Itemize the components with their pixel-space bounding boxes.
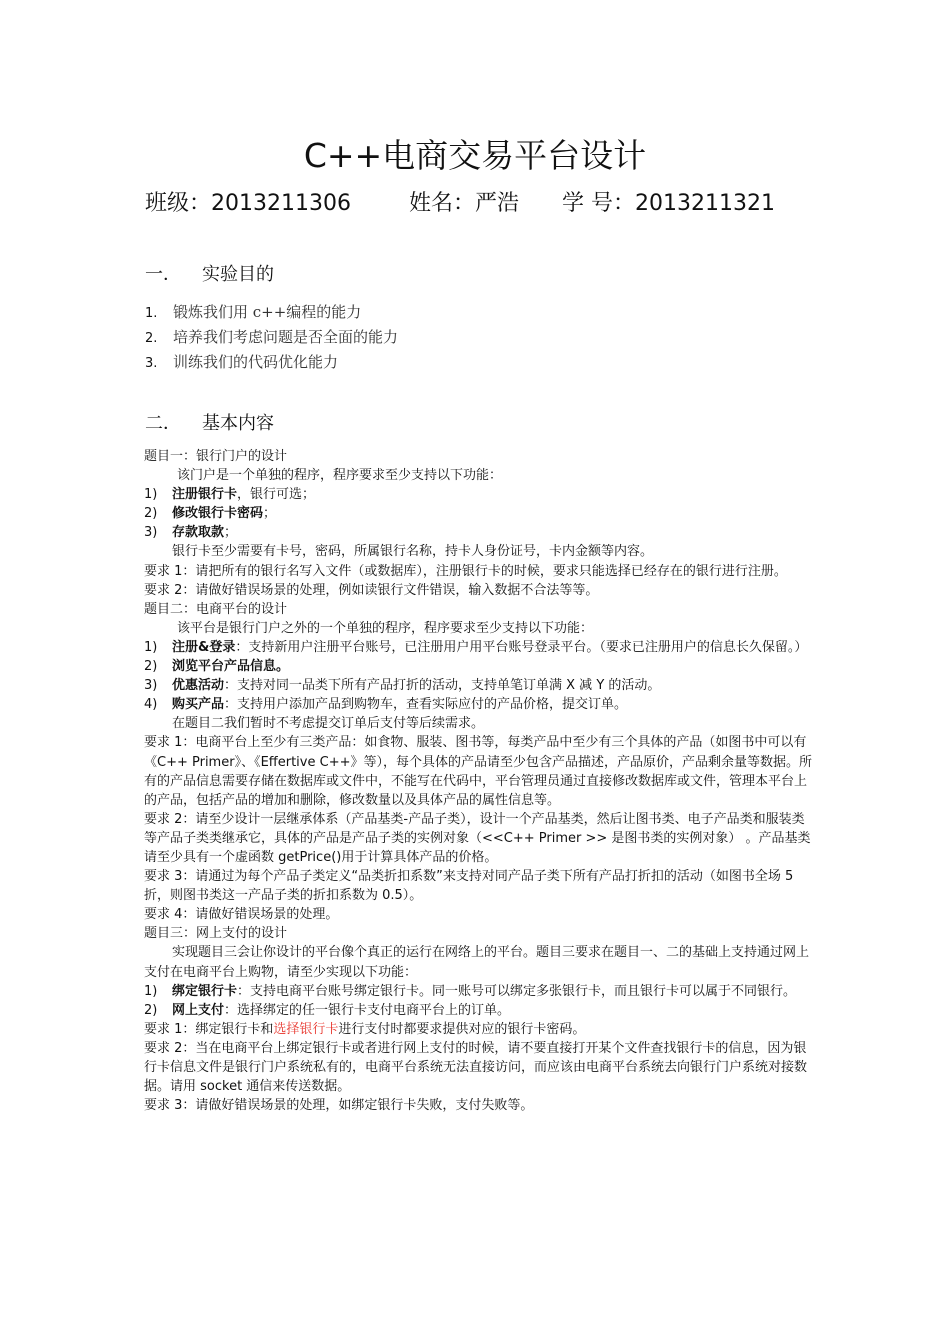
paragraph: 在题目二我们暂时不考虑提交订单后支付等后续需求。 [172, 716, 485, 732]
item-number: 2) [144, 1002, 158, 1018]
requirement [144, 1020, 812, 1039]
item-number: 1) [144, 983, 158, 999]
feature-desc: ； [224, 525, 238, 541]
feature-item [144, 657, 812, 676]
requirement: 要求 3：请做好错误场景的处理，如绑定银行卡失败，支付失败等。 [144, 1098, 534, 1114]
topic-heading: 题目三：网上支付的设计 [144, 926, 288, 942]
list-number: 3. [145, 356, 158, 371]
feature-desc: ：选择绑定的任一银行卡支付电商平台上的订单。 [224, 1002, 511, 1018]
section-title: 基本内容 [202, 413, 274, 434]
section-title: 实验目的 [202, 264, 274, 285]
item-number: 1) [144, 487, 158, 503]
feature-name: 优惠活动 [172, 678, 225, 694]
student-id-info: 学 号：2013211321 [562, 191, 775, 216]
requirement: 要求 4：请做好错误场景的处理。 [144, 907, 339, 923]
feature-item [144, 676, 812, 695]
section-heading-content [145, 409, 274, 435]
topic-heading: 题目二：电商平台的设计 [144, 601, 288, 617]
list-text: 培养我们考虑问题是否全面的能力 [173, 328, 399, 346]
item-number: 1) [144, 639, 158, 655]
feature-item [144, 638, 812, 657]
topic-heading: 题目一：银行门户的设计 [144, 449, 288, 464]
list-text: 锻炼我们用 c++编程的能力 [173, 303, 362, 321]
list-number: 1. [145, 306, 158, 321]
feature-name: 修改银行卡密码 [172, 506, 264, 522]
paragraph: 银行卡至少需要有卡号，密码，所属银行名称，持卡人身份证号，卡内金额等内容。 [172, 544, 654, 560]
document-title: C++电商交易平台设计 [303, 136, 647, 175]
feature-name: 绑定银行卡 [172, 983, 238, 999]
requirement: 要求 2：请至少设计一层继承体系（产品基类-产品子类），设计一个产品基类，然后让图书类、电子产品类和服装类等产品子类类继承它，具体的产品是产品子类的实例对象（<<C++ Primer >> 是图书类的实例对象） 。产品基类请至少具有一个虚函数 getPrice()用于计算具体产品的价格。 [144, 811, 811, 865]
requirement-text: 要求 1：绑定银行卡和 [144, 1021, 274, 1037]
class-info: 班级：2013211306 [145, 191, 351, 216]
section-number: 二． [145, 413, 181, 434]
name-info: 姓名：严浩 [409, 191, 520, 216]
feature-desc: ：支持对同一品类下所有产品打折的活动，支持单笔订单满 X 减 Y 的活动。 [224, 678, 661, 694]
requirement: 要求 2：当在电商平台上绑定银行卡或者进行网上支付的时候，请不要直接打开某个文件查找银行卡的信息，因为银行卡信息文件是银行门户系统私有的，电商平台系统无法直接访问，而应该由电商平台系统去向银行门户系统对接数据。请用 socket 通信来传送数据。 [144, 1040, 808, 1095]
requirement: 要求 1：电商平台上至少有三类产品：如食物、服装、图书等，每类产品中至少有三个具体的产品（如图书中可以有《C++ Primer》、《Effertive C++》等），每个具体的产品请至少包含产品描述，产品原价，产品剩余量等数据。所有的产品信息需要存储在数据库或文件中，不能写在代码中，平台管理员通过直接修改数据库或文件，管理本平台上的产品，包括产品的增加和删除，修改数量以及具体产品的属性信息等。 [144, 735, 812, 808]
paragraph: 实现题目三会让你设计的平台像个真正的运行在网络上的平台。题目三要求在题目一、二的基础上支持通过网上支付在电商平台上购物，请至少实现以下功能： [144, 945, 810, 980]
list-item [145, 326, 398, 347]
feature-name: 存款取款 [172, 525, 225, 541]
feature-item [144, 695, 812, 714]
item-number: 3) [144, 525, 158, 541]
requirement-text: 进行支付时都要求提供对应的银行卡密码。 [338, 1021, 586, 1037]
feature-item [144, 523, 812, 542]
feature-item [144, 504, 812, 523]
requirement: 要求 3：请通过为每个产品子类定义“品类折扣系数”来支持对同产品子类下所有产品打折扣的活动（如图书全场 5 折，则图书类这一产品子类的折扣系数为 0.5）。 [144, 869, 794, 904]
paragraph: 该平台是银行门户之外的一个单独的程序，程序要求至少支持以下功能： [177, 620, 594, 636]
feature-name: 网上支付 [172, 1002, 225, 1018]
item-number: 2) [144, 506, 158, 522]
feature-desc: ； [263, 506, 277, 522]
feature-item [144, 1001, 812, 1020]
list-item [145, 301, 361, 322]
feature-item [144, 982, 812, 1001]
section-number: 一． [145, 264, 181, 285]
item-number: 4) [144, 697, 158, 713]
feature-desc: ：支持电商平台账号绑定银行卡。同一账号可以绑定多张银行卡，而且银行卡可以属于不同银行。 [237, 983, 797, 999]
list-item [145, 351, 338, 372]
feature-name: 注册银行卡 [172, 487, 238, 503]
item-number: 3) [144, 678, 158, 694]
feature-item [144, 485, 812, 504]
list-text: 训练我们的代码优化能力 [173, 353, 339, 371]
requirement: 要求 1：请把所有的银行名写入文件（或数据库），注册银行卡的时候，要求只能选择已经存在的银行进行注册。 [144, 563, 787, 579]
feature-desc: ：支持新用户注册平台账号，已注册用户用平台账号登录平台。（要求已注册用户的信息长久保留。） [235, 639, 808, 655]
highlighted-text: 选择银行卡 [273, 1021, 339, 1037]
paragraph: 该门户是一个单独的程序，程序要求至少支持以下功能： [177, 468, 503, 484]
document-body [144, 447, 812, 1115]
feature-name: 购买产品 [172, 697, 225, 713]
section-heading-purpose [145, 260, 274, 286]
feature-name: 浏览平台产品信息。 [172, 659, 290, 675]
feature-desc: ：支持用户添加产品到购物车，查看实际应付的产品价格，提交订单。 [224, 697, 628, 713]
list-number: 2. [145, 331, 158, 346]
requirement: 要求 2：请做好错误场景的处理，例如读银行文件错误，输入数据不合法等等。 [144, 582, 599, 598]
feature-desc: ，银行可选； [237, 487, 316, 503]
item-number: 2) [144, 659, 158, 675]
feature-name: 注册&登录 [172, 639, 236, 655]
